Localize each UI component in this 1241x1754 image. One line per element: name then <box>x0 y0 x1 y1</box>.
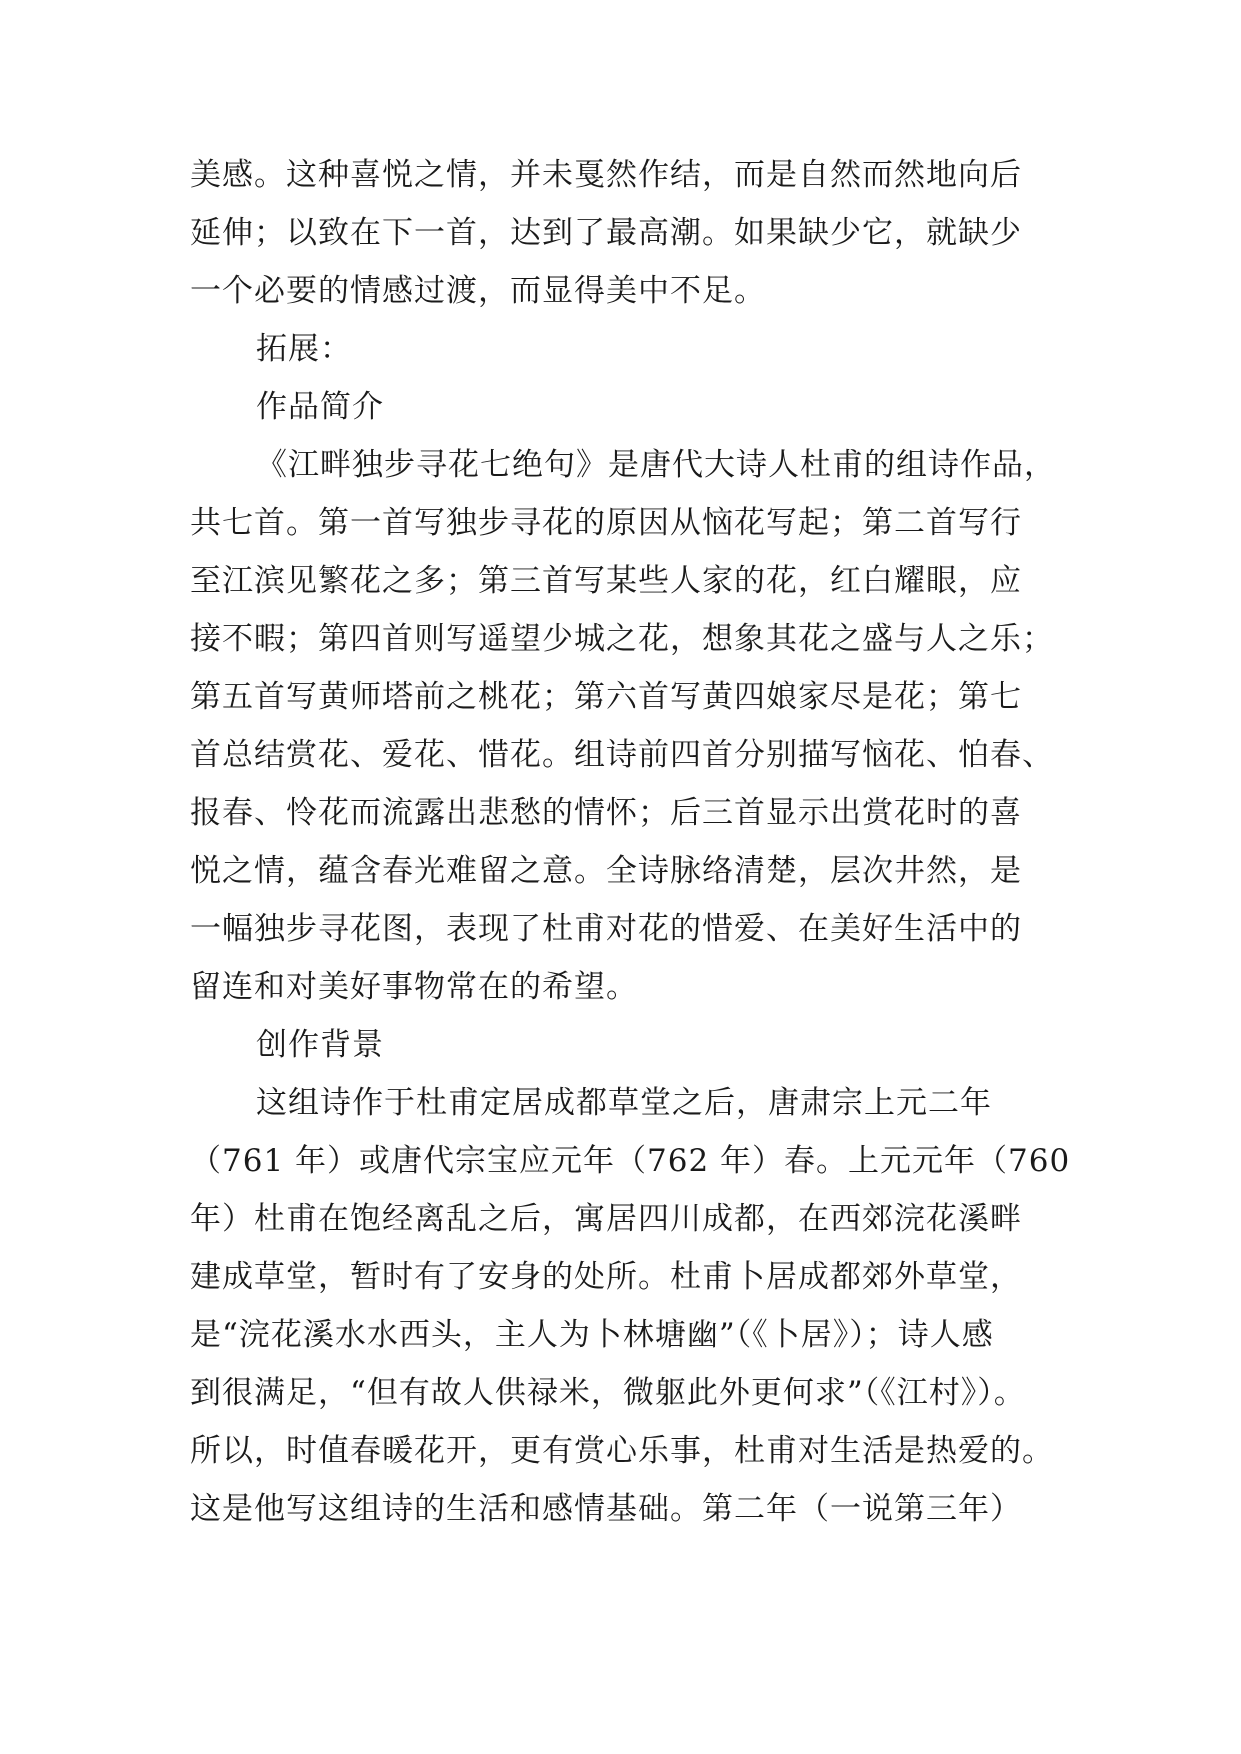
paragraph-line: （761 年）或唐代宗宝应元年（762 年）春。上元元年（760 <box>190 1143 1071 1179</box>
paragraph-line: 到很满足，“但有故人供禄米，微躯此外更何求”（《江村》）。 <box>190 1375 1026 1411</box>
paragraph-line: 是“浣花溪水水西头，主人为卜林塘幽”（《卜居》）；诗人感 <box>190 1317 994 1353</box>
paragraph-line: 接不暇；第四首则写遥望少城之花，想象其花之盛与人之乐； <box>190 621 1054 657</box>
paragraph-line: 首总结赏花、爱花、惜花。组诗前四首分别描写恼花、怕春、 <box>190 737 1054 773</box>
paragraph-line: 这组诗作于杜甫定居成都草堂之后，唐肃宗上元二年 <box>256 1085 992 1121</box>
paragraph-line: 报春、怜花而流露出悲愁的情怀；后三首显示出赏花时的喜 <box>190 795 1022 831</box>
paragraph-line: 第五首写黄师塔前之桃花；第六首写黄四娘家尽是花；第七 <box>190 679 1022 715</box>
paragraph-line: 留连和对美好事物常在的希望。 <box>190 969 638 1005</box>
paragraph-line: 建成草堂，暂时有了安身的处所。杜甫卜居成都郊外草堂， <box>190 1259 1022 1295</box>
paragraph-line: 所以，时值春暖花开，更有赏心乐事，杜甫对生活是热爱的。 <box>190 1433 1054 1469</box>
heading-background: 创作背景 <box>256 1027 384 1063</box>
paragraph-line: 年）杜甫在饱经离乱之后，寓居四川成都，在西郊浣花溪畔 <box>190 1201 1022 1237</box>
paragraph-line: 至江滨见繁花之多；第三首写某些人家的花，红白耀眼，应 <box>190 563 1022 599</box>
paragraph-line: 延伸；以致在下一首，达到了最高潮。如果缺少它，就缺少 <box>190 215 1022 251</box>
paragraph-line: 一幅独步寻花图，表现了杜甫对花的惜爱、在美好生活中的 <box>190 911 1022 947</box>
paragraph-line: 《江畔独步寻花七绝句》是唐代大诗人杜甫的组诗作品， <box>256 447 1056 483</box>
heading-extension: 拓展： <box>256 331 352 367</box>
paragraph-line: 共七首。第一首写独步寻花的原因从恼花写起；第二首写行 <box>190 505 1022 541</box>
paragraph-line: 这是他写这组诗的生活和感情基础。第二年（一说第三年） <box>190 1491 1022 1527</box>
heading-work-intro: 作品简介 <box>256 389 384 425</box>
paragraph-line: 一个必要的情感过渡，而显得美中不足。 <box>190 273 766 309</box>
paragraph-line: 悦之情，蕴含春光难留之意。全诗脉络清楚，层次井然，是 <box>190 853 1022 889</box>
paragraph-line: 美感。这种喜悦之情，并未戛然作结，而是自然而然地向后 <box>190 157 1022 193</box>
